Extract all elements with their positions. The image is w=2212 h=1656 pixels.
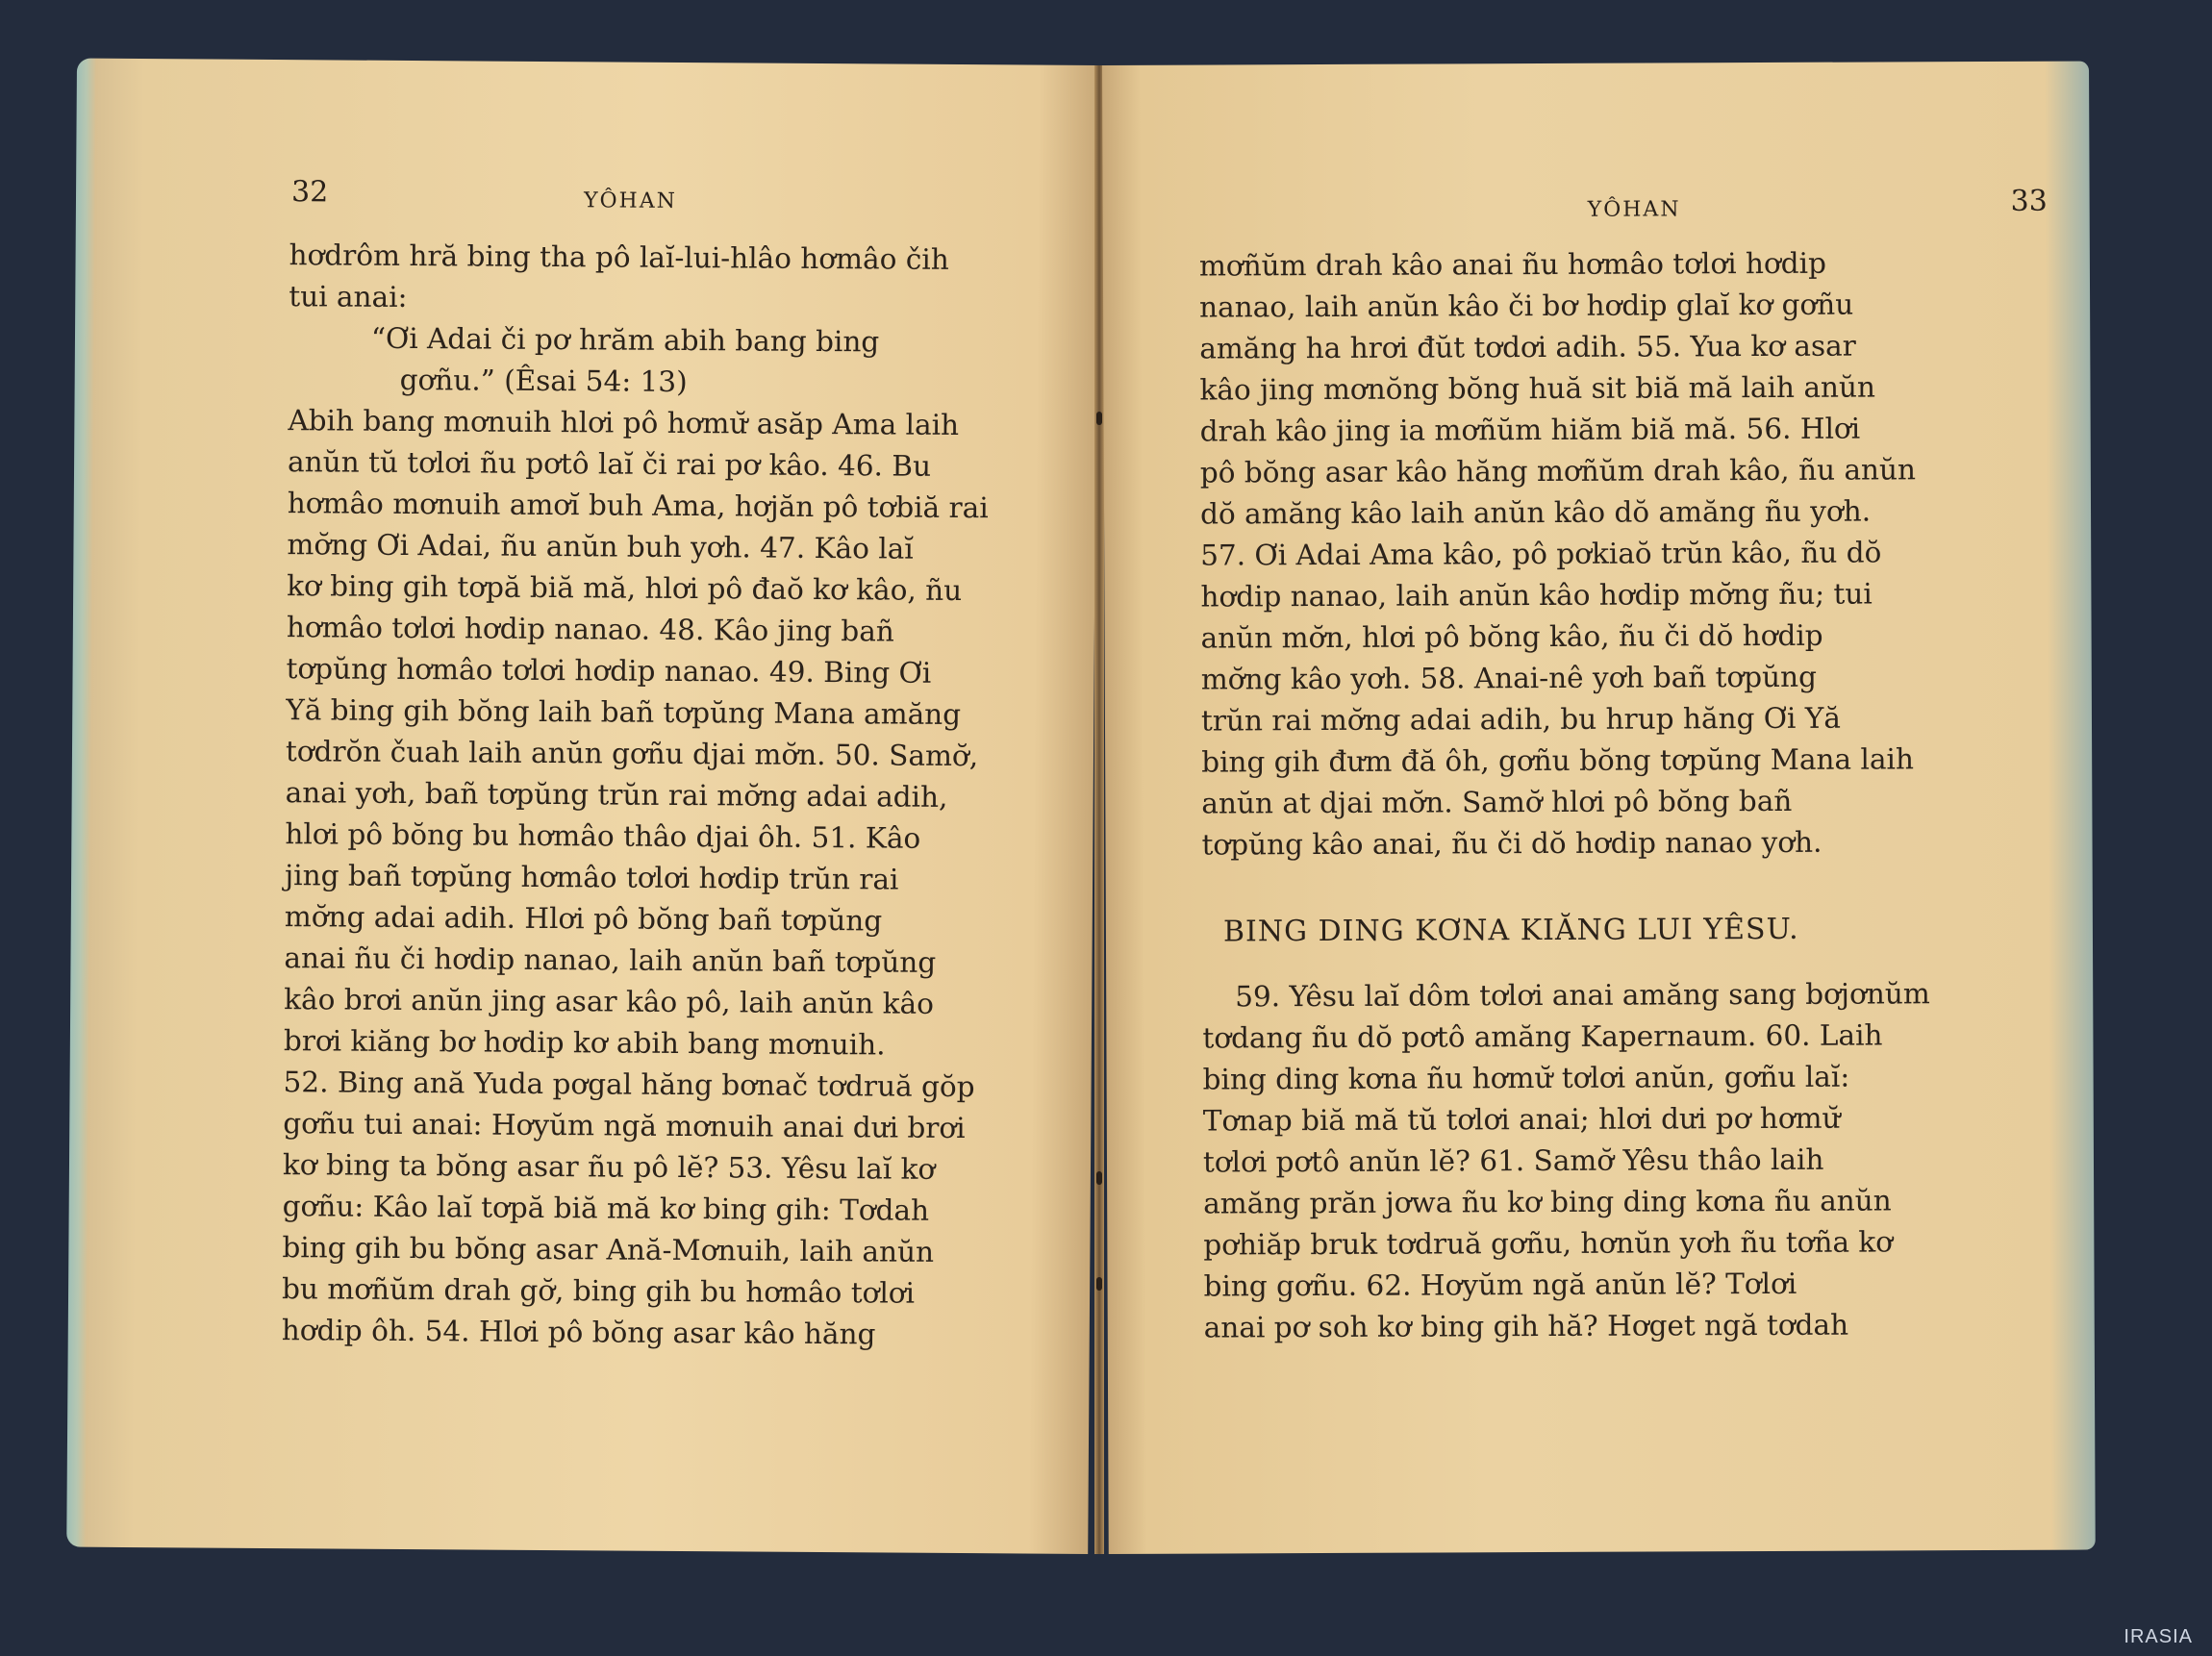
right-page-text [1199,242,1918,866]
text-line: anai ñu či hơdip nanao, laih anŭn bañ tơpŭng [284,941,937,979]
binding-mark [1096,1277,1102,1291]
text-line: kâo jing mơnŏng bŏng huă sit biă mă laih anŭn [1199,370,1876,407]
text-line: tơlơi pơtô anŭn lĕ? 61. Samơ̆ Yêsu thâo laih [1202,1142,1824,1179]
text-line: hơdip nanao, laih anŭn kâo hơdip mơ̆ng ñu; tui [1200,577,1873,614]
running-head-left: YÔHAN [583,188,677,213]
text-line: tơpŭng kâo anai, ñu či dŏ hơdip nanao yơh. [1201,825,1822,862]
running-head-right: YÔHAN [1587,197,1681,222]
watermark: IRASIA [2124,1626,2193,1647]
text-line: anŭn at djai mơ̆n. Samơ̆ hlơi pô bŏng bañ [1201,784,1793,820]
text-line: pô bŏng asar kâo hăng mơñŭm drah kâo, ñu anŭn [1199,453,1917,489]
text-line: tơdrŏn čuah laih anŭn gơñu djai mơ̆n. 50. Samơ̆, [285,735,979,773]
text-line: anai pơ soh kơ bing gih hă? Hơget ngă tơdah [1203,1308,1849,1344]
text-line: tơpŭng hơmâo tơlơi hơdip nanao. 49. Bing Ơi [286,652,932,690]
text-line: Yă bing gih bŏng laih bañ tơpŭng Mana amăng [286,693,962,732]
text-line: hlơi pô bŏng bu hơmâo thâo djai ôh. 51. Kâo [285,817,921,855]
text-line: bing gih đưm đă ôh, gơñu bŏng tơpŭng Mana laih [1201,742,1915,779]
text-line: bing ding kơna ñu hơmư̆ tơlơi anŭn, gơñu laĭ: [1202,1060,1850,1096]
text-line: “Ơi Adai či pơ hrăm abih bang bing [370,321,880,359]
text-line: amăng prăn jơwa ñu kơ bing ding kơna ñu anŭn [1203,1184,1892,1220]
text-line: hơdrôm hră bing tha pô laĭ-lui-hlâo hơmâo čih [289,238,949,276]
text-line: kơ bing gih tơpă biă mă, hlơi pô đaŏ kơ kâo, ñu [287,569,963,608]
text-line: amăng ha hrơi đŭt tơdơi adih. 55. Yua kơ asar [1199,329,1856,365]
text-line: mơ̆ng Ơi Adai, ñu anŭn buh yơh. 47. Kâo laĭ [287,528,914,565]
text-line: Tơnap biă mă tŭ tơlơi anai; hlơi dưi pơ hơmư̆ [1202,1101,1841,1138]
text-line: Abih bang mơnuih hlơi pô hơmư̆ asăp Ama laih [288,404,960,441]
text-line: bu mơñŭm drah gơ̆, bing gih bu hơmâo tơlơi [281,1272,916,1310]
left-page [66,59,1098,1554]
open-book [77,65,2089,1554]
text-line: mơ̆ng adai adih. Hlơi pô bŏng bañ tơpŭng [284,900,883,938]
text-line: anŭn tŭ tơlơi ñu pơtô laĭ či rai pơ kâo. 46. Bu [287,445,932,483]
text-line: tui anai: [289,280,408,314]
section-title: BING DING KƠNA KIĂNG LUI YÊSU. [1222,912,1799,949]
text-line: dŏ amăng kâo laih anŭn kâo dŏ amăng ñu yơh. [1199,494,1872,531]
text-line: kâo brơi anŭn jing asar kâo pô, laih anŭn kâo [284,983,935,1020]
text-line: 52. Bing ană Yuda pơgal hăng bơnač tơdruă gŏp [283,1066,975,1104]
text-line: trŭn rai mơ̆ng adai adih, bu hrup hăng Ơi Yă [1200,701,1841,738]
text-line: hơdip ôh. 54. Hlơi pô bŏng asar kâo hăng [281,1314,876,1351]
text-line: anŭn mơ̆n, hlơi pô bŏng kâo, ñu či dŏ hơdip [1200,618,1823,655]
text-line: hơmâo mơnuih amơĭ buh Ama, hơjăn pô tơbiă rai [287,487,989,525]
text-line: mơñŭm drah kâo anai ñu hơmâo tơlơi hơdip [1198,246,1827,283]
binding-mark [1096,412,1102,425]
right-section-text [1202,973,1931,1348]
text-line: gơñu: Kâo laĭ tơpă biă mă kơ bing gih: Tơdah [282,1190,930,1227]
text-line: pơhiăp bruk tơdruă gơñu, hơnŭn yơh ñu tơña kơ [1203,1225,1894,1262]
text-line: drah kâo jing ia mơñŭm hiăm biă mă. 56. Hlơi [1199,412,1861,448]
text-line: hơmâo tơlơi hơdip nanao. 48. Kâo jing bañ [286,611,894,648]
left-page-text [282,235,991,1356]
text-line: bing gơñu. 62. Hơyŭm ngă anŭn lĕ? Tơlơi [1203,1267,1797,1303]
text-line: tơdang ñu dŏ pơtô amăng Kapernaum. 60. Laih [1202,1018,1883,1055]
right-page [1102,62,2096,1554]
text-line: 59. Yêsu laĭ dôm tơlơi anai amăng sang bơjơnŭm [1235,977,1930,1014]
text-line: bing gih bu bŏng asar Ană-Mơnuih, laih anŭn [282,1231,935,1268]
text-line: mơ̆ng kâo yơh. 58. Anai-nê yơh bañ tơpŭng [1200,660,1818,696]
binding-mark [1096,1171,1102,1185]
page-number-right: 33 [2010,184,2048,218]
text-line: gơñu.” (Êsai 54: 13) [399,363,688,399]
text-line: 57. Ơi Adai Ama kâo, pô pơkiaŏ trŭn kâo, ñu dŏ [1200,536,1882,572]
page-number-left: 32 [290,175,329,210]
text-line: anai yơh, bañ tơpŭng trŭn rai mơ̆ng adai adih, [285,776,948,814]
text-line: nanao, laih anŭn kâo či bơ hơdip glaĭ kơ gơñu [1199,288,1854,324]
text-line: gơñu tui anai: Hơyŭm ngă mơnuih anai dưi brơi [283,1107,966,1145]
text-line: brơi kiăng bơ hơdip kơ abih bang mơnuih. [283,1024,886,1062]
text-line: kơ bing ta bŏng asar ñu pô lĕ? 53. Yêsu laĭ kơ [282,1148,936,1186]
text-line: jing bañ tơpŭng hơmâo tơlơi hơdip trŭn rai [284,859,899,896]
